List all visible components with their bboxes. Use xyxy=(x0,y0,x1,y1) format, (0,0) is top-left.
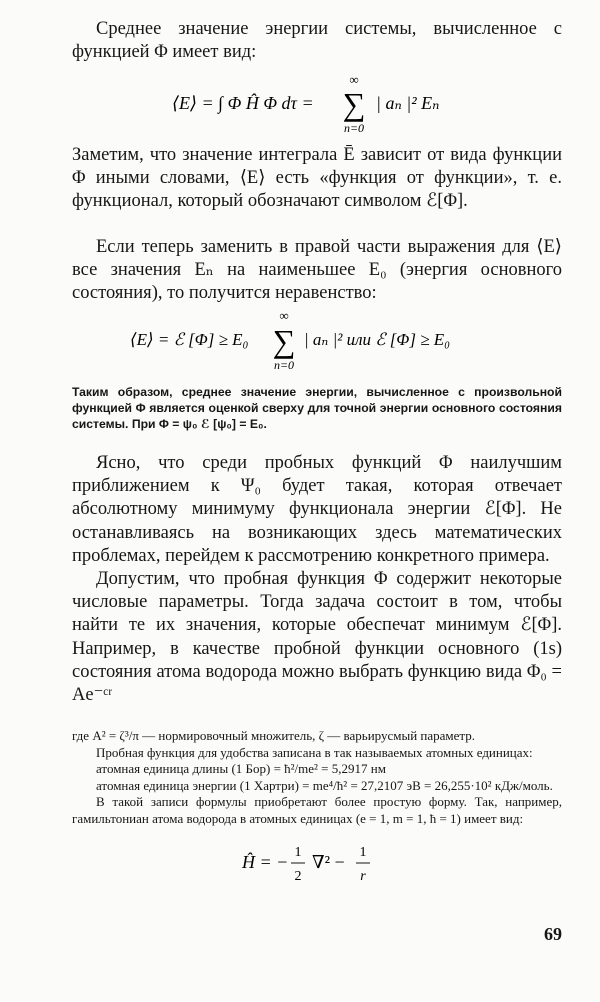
sum-upper: ∞ xyxy=(349,72,359,87)
paragraph-best-trial: Ясно, что среди пробных функций Φ наилучшим приближением к Ψ₀ будет такая, которая отвечает абсолютному минимуму функционала энергии ℰ[Φ]. Не останавливаясь на возникающих здесь математических проблемах, перейдем к рассмотрению конкретного примера. xyxy=(72,453,562,566)
formula-lhs: ⟨E⟩ = ∫ Φ Ĥ Φ dτ = xyxy=(172,93,314,113)
sum-sign: ∑ xyxy=(272,323,296,359)
formula-lhs: ⟨E⟩ = ℰ [Φ] ≥ E₀ xyxy=(130,330,249,349)
sum-lower: n=0 xyxy=(273,358,295,372)
formula-term: | aₙ |² Eₙ xyxy=(376,93,440,113)
paragraph-intro: Среднее значение энергии системы, вычисленное с функцией Φ имеет вид: xyxy=(72,19,562,63)
sum-upper: ∞ xyxy=(279,308,289,323)
note-normalization: где A² = ζ³/π — нормировочный множитель, ζ — варьирусмый параметр. xyxy=(72,728,476,743)
formula-hamiltonian-svg xyxy=(72,836,562,890)
paragraph-inequality-intro: Если теперь заменить в правой части выражения для ⟨E⟩ все значения Eₙ на наименьшее E₀ (энергия основного состояния), то получится неравенство: xyxy=(72,237,562,304)
sum-sign: ∑ xyxy=(342,86,366,122)
note-hartree: атомная единица энергии (1 Хартри) = me⁴/ħ² = 27,2107 эВ = 26,255·10² кДж/моль. xyxy=(96,777,553,793)
paragraph-functional: Заметим, что значение интеграла Ē зависит от вида функции Φ иными словами, ⟨E⟩ есть «функция от функции», т. е. функционал, который обозначают символом ℰ[Φ]. xyxy=(72,145,562,212)
conclusion-note: Таким образом, среднее значение энергии, вычисленное с произвольной функцией Φ является оценкой сверху для точной энергии основного состояния системы. При Φ = ψ₀ ℰ [ψ₀] = E₀. xyxy=(72,385,562,431)
formula-inequality-svg xyxy=(72,308,562,372)
formula-hamiltonian xyxy=(72,836,562,890)
note-atomic-units: Пробная функция для удобства записана в так называемых атомных единицах: xyxy=(96,744,533,760)
page-body xyxy=(72,18,562,890)
formula-average-energy-svg xyxy=(72,70,562,134)
frac2-num: 1 xyxy=(359,844,367,860)
note-hamiltonian: В такой записи формулы приобретают более простую форму. Так, например, гамильтониан атома водорода в атомных единицах (e = 1, m = 1, ħ = 1) имеет вид: xyxy=(72,794,562,826)
note-bohr: атомная единица длины (1 Бор) = ħ²/me² = 5,2917 нм xyxy=(96,761,386,777)
paragraph-parameters: Допустим, что пробная функция Φ содержит некоторые числовые параметры. Тогда задача состоит в том, чтобы найти те их значения, которые обеспечат минимум ℰ[Φ]. Например, в качестве пробной функции основного (1s) состояния атома водорода можно выбрать функцию вида Φ₀ = Ae⁻ᶜʳ xyxy=(72,569,562,706)
formula-average-energy xyxy=(72,70,562,134)
sum-lower: n=0 xyxy=(343,121,365,134)
frac1-den: 2 xyxy=(294,868,302,884)
page-number: 69 xyxy=(544,924,562,944)
formula-term: | aₙ |² или ℰ [Φ] ≥ E₀ xyxy=(304,330,451,349)
formula-mid: ∇² − xyxy=(312,851,345,872)
frac1-num: 1 xyxy=(294,844,302,860)
formula-lhs: Ĥ = − xyxy=(242,851,289,872)
frac2-den: r xyxy=(360,868,366,884)
formula-inequality xyxy=(72,308,562,372)
